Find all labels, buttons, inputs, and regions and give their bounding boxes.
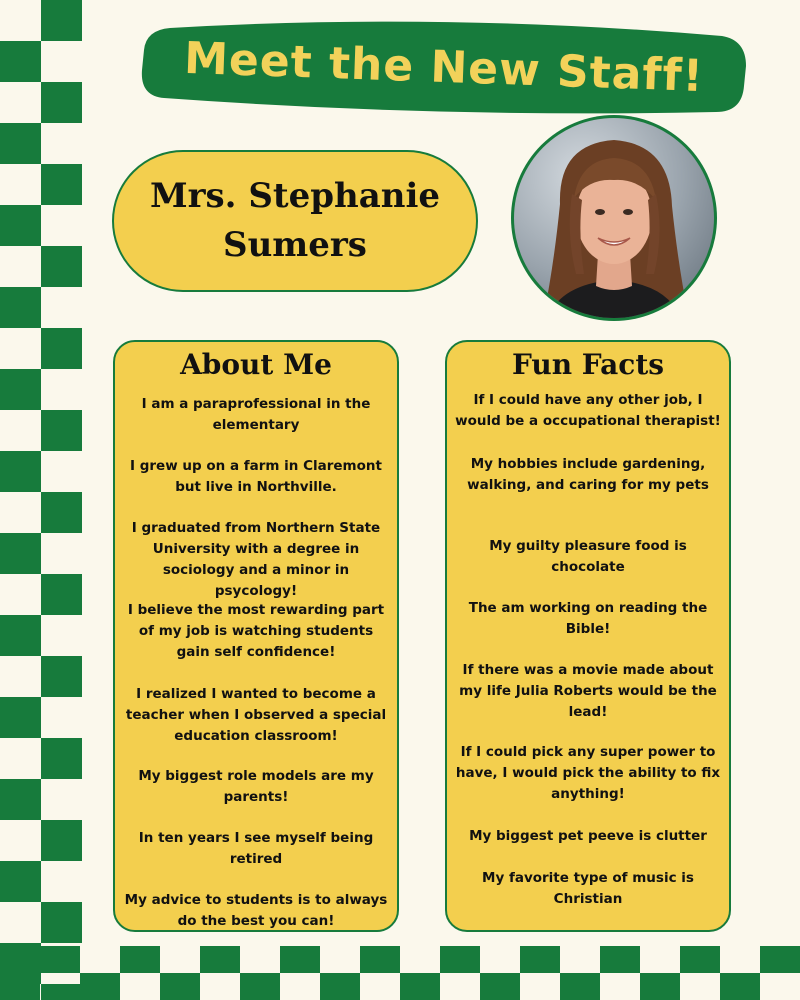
checker-square: [41, 656, 82, 697]
checker-square: [0, 369, 41, 410]
checker-square: [41, 410, 82, 451]
checker-square: [520, 946, 560, 973]
staff-name: [150, 172, 440, 270]
checker-square: [41, 328, 82, 369]
about-item: My biggest role models are my parents!: [138, 768, 374, 805]
checker-square: [480, 973, 520, 1000]
checker-square: [41, 902, 82, 943]
checker-square: [0, 533, 41, 574]
about-item: I believe the most rewarding part of my job is watching students gain self confidence!: [127, 602, 385, 660]
staff-portrait-photo: [510, 114, 718, 322]
checker-square: [0, 205, 41, 246]
checker-square: [760, 946, 800, 973]
checker-square: [560, 973, 600, 1000]
checker-square: [0, 287, 41, 328]
checker-square: [0, 41, 41, 82]
checker-square: [720, 973, 760, 1000]
checker-square: [680, 946, 720, 973]
fact-item: If there was a movie made about my life Julia Roberts would be the lead!: [459, 662, 717, 720]
about-item: I am a paraprofessional in the elementary: [141, 396, 371, 433]
fun-facts-heading: Fun Facts: [511, 348, 665, 381]
checker-square: [160, 973, 200, 1000]
checker-square: [41, 246, 82, 287]
checker-square: [200, 946, 240, 973]
fact-item: My hobbies include gardening, walking, and caring for my pets: [467, 456, 709, 493]
checker-square: [600, 946, 640, 973]
about-me-heading: About Me: [180, 348, 332, 381]
checker-square: [41, 574, 82, 615]
fact-item: My guilty pleasure food is chocolate: [489, 538, 687, 575]
checker-square: [0, 973, 40, 1000]
checker-square: [360, 946, 400, 973]
checker-square: [41, 164, 82, 205]
checker-square: [40, 946, 80, 973]
checker-square: [80, 973, 120, 1000]
checkerboard-border-bottom: [0, 946, 800, 1000]
fun-facts-card: [445, 340, 731, 932]
checker-square: [41, 738, 82, 779]
checker-square: [240, 973, 280, 1000]
staff-name-card: [112, 150, 478, 292]
staff-name-line1: Mrs. Stephanie: [149, 176, 441, 216]
fact-item: My favorite type of music is Christian: [482, 870, 694, 907]
checker-square: [41, 82, 82, 123]
checker-square: [400, 973, 440, 1000]
about-me-card: [113, 340, 399, 932]
about-item: I graduated from Northern State University with a degree in sociology and a minor in psycology!: [131, 520, 381, 599]
fact-item: The am working on reading the Bible!: [468, 600, 708, 637]
checker-square: [0, 451, 41, 492]
checker-square: [0, 697, 41, 738]
checker-square: [0, 615, 41, 656]
about-item: My advice to students is to always do the best you can!: [124, 892, 388, 929]
fact-item: If I could have any other job, I would be a occupational therapist!: [455, 392, 721, 429]
about-item: I grew up on a farm in Claremont but live in Northville.: [130, 458, 382, 495]
page-title: Meet the New Staff!: [183, 32, 705, 102]
checker-square: [0, 123, 41, 164]
about-item: I realized I wanted to become a teacher when I observed a special education classroom!: [125, 686, 387, 744]
checker-square: [41, 820, 82, 861]
checker-square: [41, 492, 82, 533]
checker-square: [0, 861, 41, 902]
checker-square: [440, 946, 480, 973]
checker-square: [41, 0, 82, 41]
checker-square: [0, 779, 41, 820]
checker-square: [280, 946, 320, 973]
fact-item: If I could pick any super power to have, I would pick the ability to fix anything!: [455, 744, 721, 802]
checker-square: [120, 946, 160, 973]
title-banner: [140, 18, 748, 116]
fact-item: My biggest pet peeve is clutter: [469, 828, 707, 844]
checkerboard-border-left: [0, 0, 82, 1000]
checker-square: [640, 973, 680, 1000]
about-item: In ten years I see myself being retired: [138, 830, 374, 867]
checker-square: [320, 973, 360, 1000]
staff-name-line2: Sumers: [223, 225, 367, 265]
